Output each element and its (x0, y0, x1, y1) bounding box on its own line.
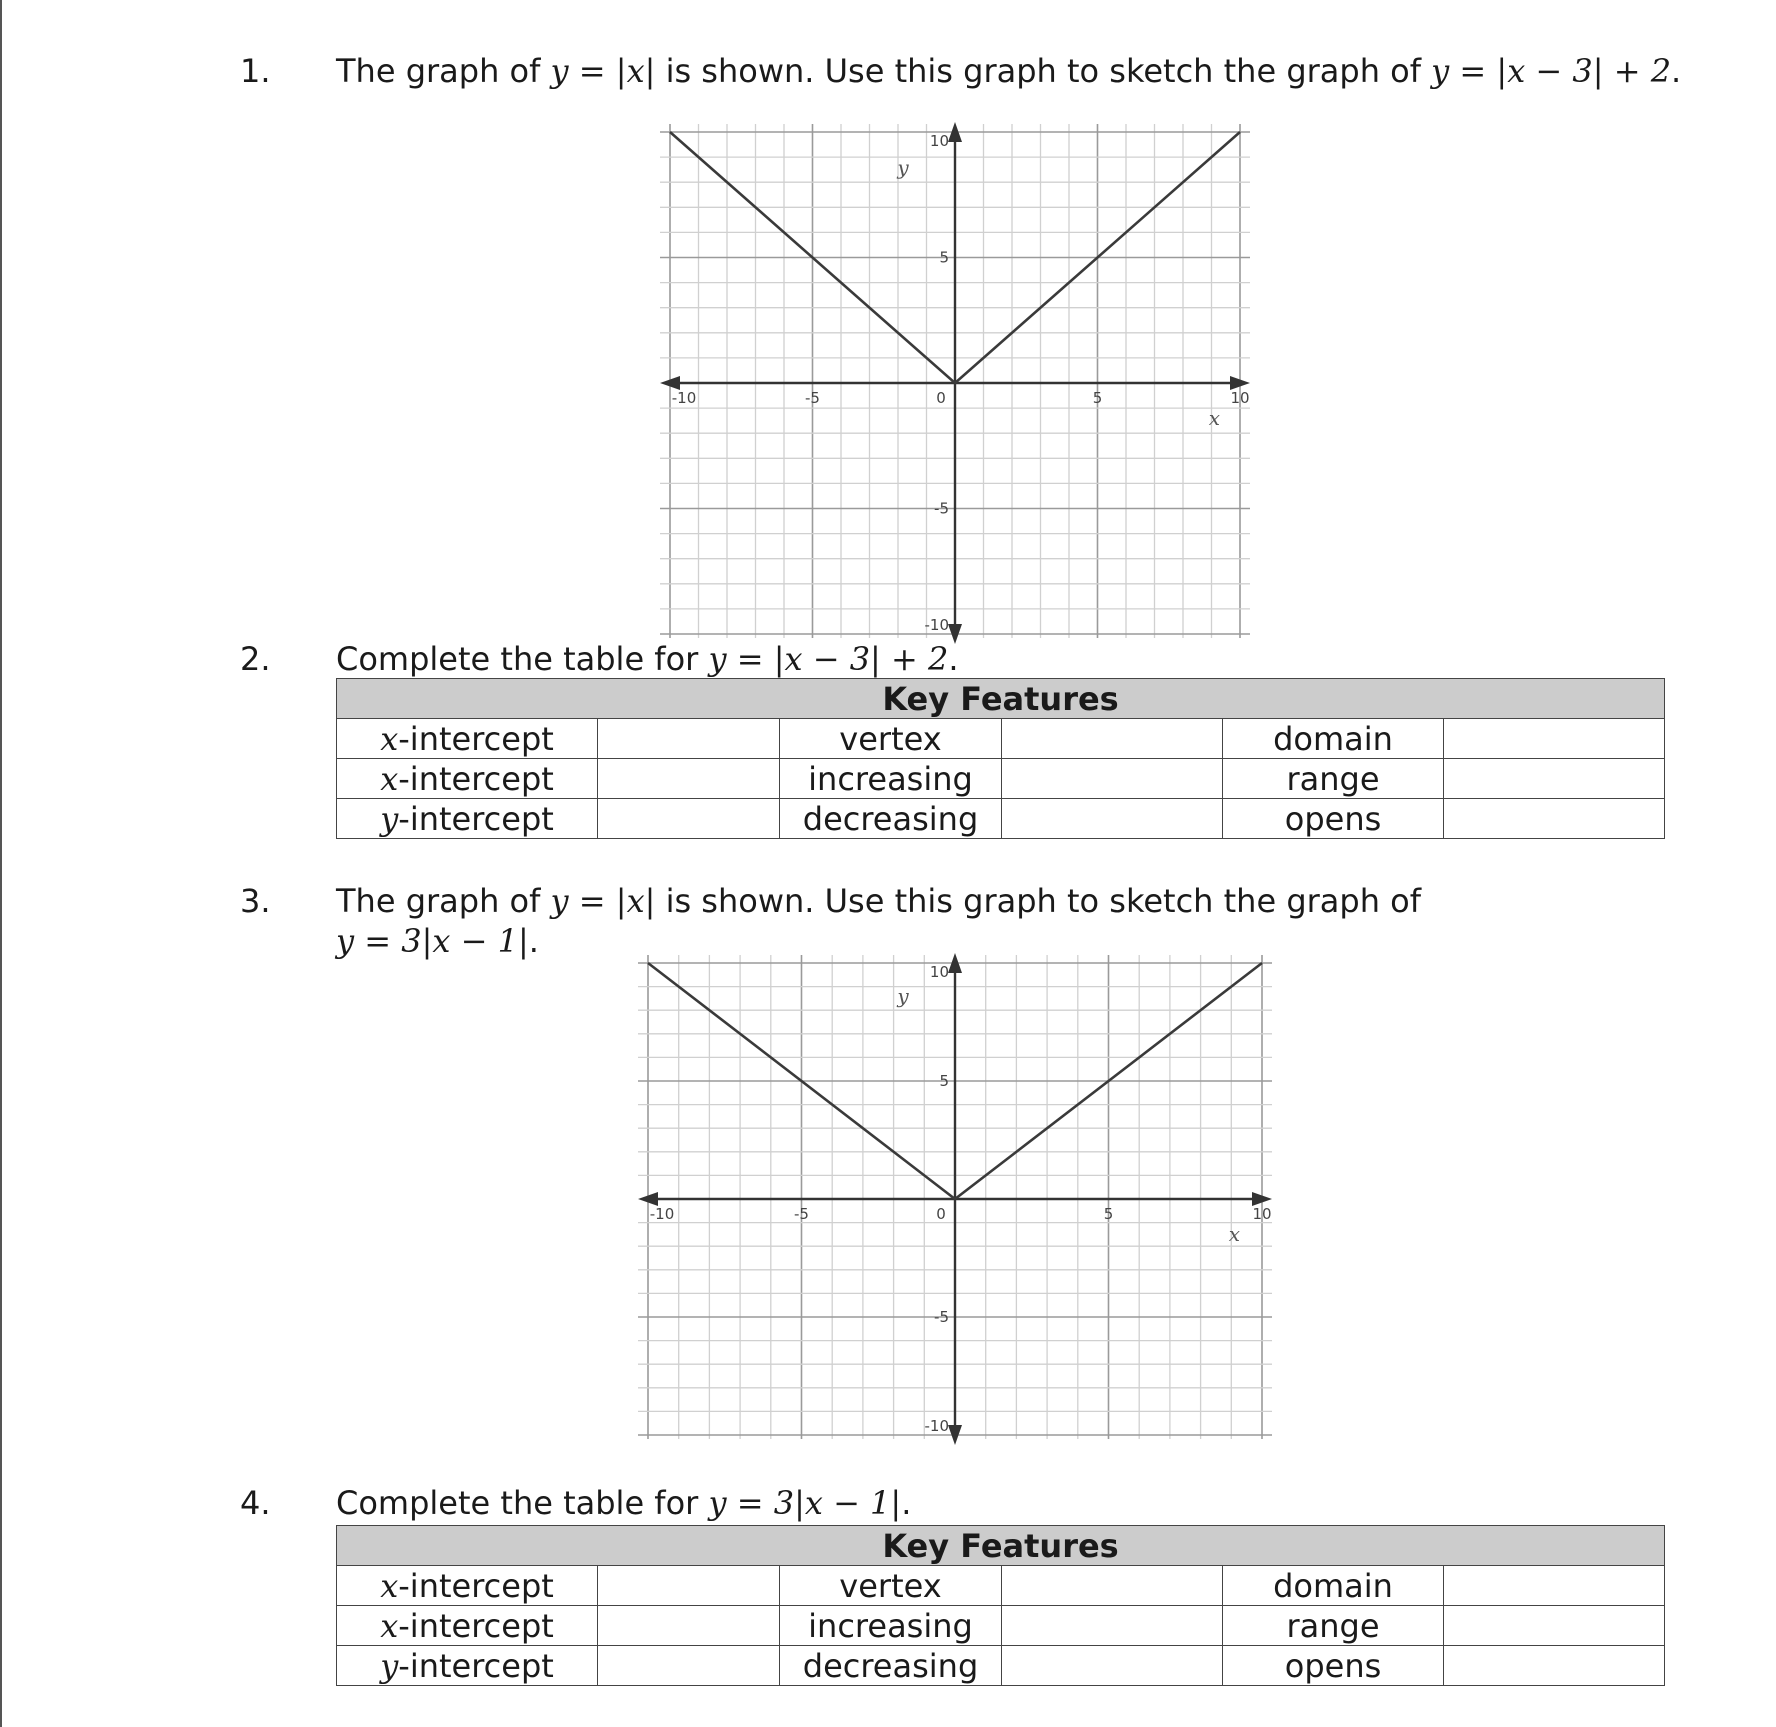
key-features-table-2 (336, 1525, 1665, 1686)
x-tick-label: 10 (1252, 1205, 1272, 1223)
table-1-title: Key Features (337, 679, 1665, 719)
question-2-eq: y = |x − 3| + 2 (708, 640, 949, 678)
x-tick-label: -10 (671, 389, 697, 407)
table-label: domain (1223, 719, 1444, 759)
x-axis-label: x (1228, 1222, 1241, 1246)
question-4-text-post: . (901, 1484, 912, 1522)
answer-cell-x-intercept-1[interactable] (598, 719, 780, 759)
question-3-number: 3. (240, 882, 271, 920)
question-4-text (336, 1484, 911, 1522)
y-tick-label: 10 (929, 963, 949, 981)
table-label: vertex (780, 1566, 1002, 1606)
x-tick-label: -10 (649, 1205, 675, 1223)
answer-cell-vertex[interactable] (1002, 1566, 1223, 1606)
question-3-text-pre: The graph of (336, 882, 551, 920)
answer-cell-y-intercept[interactable] (598, 1646, 780, 1686)
table-label: x-intercept (337, 719, 598, 759)
table-label: increasing (780, 1606, 1002, 1646)
answer-cell-domain[interactable] (1444, 719, 1665, 759)
question-2-text-pre: Complete the table for (336, 640, 709, 678)
table-row (337, 1566, 1665, 1606)
page-left-border (0, 0, 2, 1727)
question-2-text-post: . (948, 640, 959, 678)
question-1-number: 1. (240, 52, 271, 90)
answer-cell-opens[interactable] (1444, 799, 1665, 839)
answer-cell-range[interactable] (1444, 759, 1665, 799)
answer-cell-domain[interactable] (1444, 1566, 1665, 1606)
graph-2-svg (638, 953, 1272, 1445)
x-axis-label: x (1208, 406, 1220, 430)
question-3-eq2: y = 3|x − 1| (336, 922, 529, 960)
table-label: x-intercept (337, 1566, 598, 1606)
question-1-text (336, 52, 1681, 90)
table-row (337, 1606, 1665, 1646)
table-label: x-intercept (337, 1606, 598, 1646)
question-4-eq: y = 3|x − 1| (708, 1484, 902, 1522)
table-label: vertex (780, 719, 1002, 759)
question-1-eq2: y = |x − 3| + 2 (1431, 52, 1672, 90)
answer-cell-vertex[interactable] (1002, 719, 1223, 759)
y-tick-label: -10 (924, 1417, 949, 1435)
x-tick-label: 5 (1103, 1205, 1114, 1223)
table-row (337, 1646, 1665, 1686)
table-label: range (1223, 759, 1444, 799)
answer-cell-increasing[interactable] (1002, 1606, 1223, 1646)
answer-cell-decreasing[interactable] (1002, 1646, 1223, 1686)
answer-cell-x-intercept-2[interactable] (598, 1606, 780, 1646)
table-label: increasing (780, 759, 1002, 799)
table-label: y-intercept (337, 799, 598, 839)
table-label: opens (1223, 799, 1444, 839)
x-tick-label: -5 (805, 389, 820, 407)
table-row (337, 759, 1665, 799)
graph-1-svg (660, 122, 1250, 644)
table-row (337, 719, 1665, 759)
graph-2-absolute-value (638, 953, 1272, 1445)
question-4-text-pre: Complete the table for (336, 1484, 709, 1522)
key-features-table-1 (336, 678, 1665, 839)
answer-cell-range[interactable] (1444, 1606, 1665, 1646)
table-row (337, 799, 1665, 839)
answer-cell-opens[interactable] (1444, 1646, 1665, 1686)
question-1-text-post: . (1671, 52, 1682, 90)
answer-cell-increasing[interactable] (1002, 759, 1223, 799)
y-tick-label: 10 (929, 132, 949, 150)
table-label: range (1223, 1606, 1444, 1646)
table-label: opens (1223, 1646, 1444, 1686)
y-tick-label: 5 (939, 248, 949, 267)
question-1-eq1: y = |x| (550, 52, 656, 90)
question-3-text-line2 (336, 922, 539, 960)
answer-cell-y-intercept[interactable] (598, 799, 780, 839)
table-label: decreasing (780, 799, 1002, 839)
y-tick-label: -10 (924, 616, 949, 634)
x-tick-label: 10 (1230, 389, 1250, 407)
table-label: y-intercept (337, 1646, 598, 1686)
x-tick-label: 5 (1092, 389, 1103, 407)
question-3-eq1: y = |x| (550, 882, 656, 920)
answer-cell-decreasing[interactable] (1002, 799, 1223, 839)
y-tick-label: 5 (939, 1072, 949, 1090)
y-tick-label: -5 (934, 499, 949, 518)
table-label: domain (1223, 1566, 1444, 1606)
x-tick-label: 0 (936, 1205, 946, 1223)
question-4-number: 4. (240, 1484, 271, 1522)
question-3-text-mid: is shown. Use this graph to sketch the graph of (655, 882, 1421, 920)
answer-cell-x-intercept-2[interactable] (598, 759, 780, 799)
question-2-number: 2. (240, 640, 271, 678)
table-label: decreasing (780, 1646, 1002, 1686)
x-tick-label: -5 (794, 1205, 809, 1223)
table-label: x-intercept (337, 759, 598, 799)
table-2-title: Key Features (337, 1526, 1665, 1566)
y-axis-label: y (897, 984, 909, 1009)
x-tick-label: 0 (936, 389, 946, 407)
y-axis-label: y (897, 155, 909, 180)
y-tick-label: -5 (934, 1308, 949, 1326)
question-3-text-post: . (528, 922, 539, 960)
question-1-text-mid: is shown. Use this graph to sketch the graph of (655, 52, 1432, 90)
graph-1-absolute-value (660, 122, 1250, 644)
question-3-text (336, 882, 1421, 920)
answer-cell-x-intercept-1[interactable] (598, 1566, 780, 1606)
question-1-text-pre: The graph of (336, 52, 551, 90)
question-2-text (336, 640, 959, 678)
